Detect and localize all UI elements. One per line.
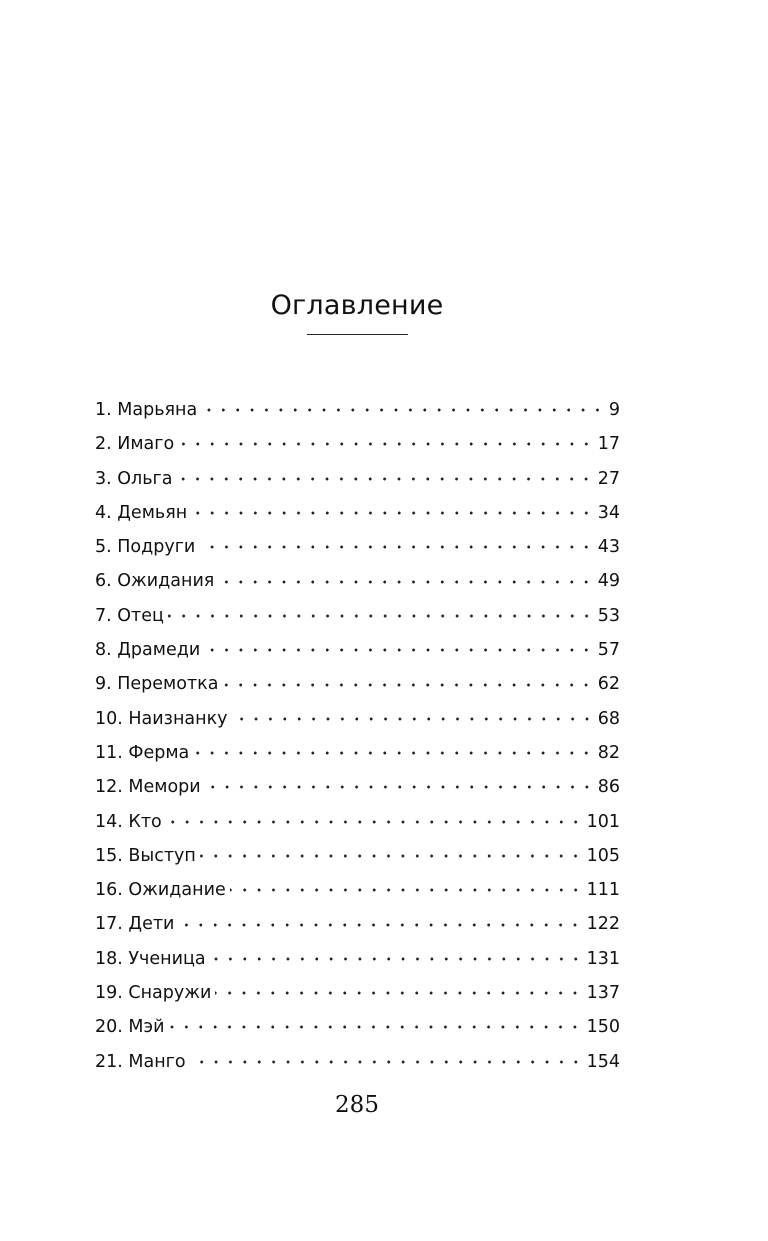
toc-entry-page: 131: [586, 948, 620, 969]
title-underline: [307, 334, 408, 335]
toc-entry-title: 5. Подруги: [95, 537, 196, 558]
dot-leader: [218, 573, 593, 591]
toc-entry-title: 21. Манго: [95, 1051, 186, 1072]
toc-entry: [95, 633, 620, 667]
toc-entry-page: 122: [586, 914, 620, 935]
toc-entry: [95, 1010, 620, 1044]
toc-entry-title: 4. Демьян: [95, 502, 188, 523]
dot-leader: [222, 676, 593, 694]
toc-entry: [95, 667, 620, 701]
toc-entry-title: 10. Наизнанку: [95, 708, 228, 729]
dot-leader: [191, 504, 594, 522]
toc-entry: [95, 907, 620, 941]
toc-entry: [95, 805, 620, 839]
page-number: 285: [335, 1092, 379, 1118]
toc-entry-page: 154: [586, 1051, 620, 1072]
dot-leader: [190, 1053, 583, 1071]
toc-entry: [95, 839, 620, 873]
dot-leader: [210, 950, 583, 968]
toc-entry-page: 150: [586, 1017, 620, 1038]
toc-entry: [95, 942, 620, 976]
dot-leader: [230, 881, 583, 899]
toc-entry-title: 9. Перемотка: [95, 674, 219, 695]
toc-entry-title: 1. Марьяна: [95, 400, 198, 420]
toc-entry: [95, 976, 620, 1010]
dot-leader: [168, 607, 594, 625]
toc-entry-page: 62: [597, 674, 620, 695]
toc-entry-title: 2. Имаго: [95, 434, 175, 455]
toc-entry-page: 57: [597, 640, 620, 661]
toc-entry: [95, 564, 620, 598]
toc-entry-title: 16. Ожидание: [95, 880, 226, 901]
toc-entry: [95, 599, 620, 633]
dot-leader: [178, 916, 582, 934]
dot-leader: [215, 984, 582, 1002]
page-title: Оглавление: [270, 290, 444, 321]
toc-entry-title: 17. Дети: [95, 914, 175, 935]
toc-entry-title: 3. Ольга: [95, 468, 173, 489]
dot-leader: [193, 744, 593, 762]
toc-entry: [95, 462, 620, 496]
dot-leader: [199, 538, 593, 556]
dot-leader: [178, 435, 594, 453]
dot-leader: [168, 1018, 582, 1036]
dot-leader: [205, 778, 594, 796]
toc-entry-title: 19. Снаружи: [95, 983, 212, 1004]
toc-entry-title: 8. Драмеди: [95, 640, 201, 661]
toc-entry-page: 43: [597, 537, 620, 558]
toc-entry-title: 14. Кто: [95, 811, 162, 832]
toc-entry: [95, 736, 620, 770]
toc-entry-page: 34: [597, 502, 620, 523]
dot-leader: [176, 470, 593, 488]
toc-entry-page: 105: [586, 845, 620, 866]
toc-entry-page: 82: [597, 742, 620, 763]
toc-entry-title: 7. Отец: [95, 605, 164, 626]
toc-entry-page: 101: [586, 811, 620, 832]
toc-entry-page: 27: [597, 468, 620, 489]
toc-entry: [95, 1045, 620, 1079]
toc-entry-page: 53: [597, 605, 620, 626]
toc-entry-page: 17: [597, 434, 620, 455]
toc-entry-page: 111: [586, 880, 620, 901]
toc-entry: [95, 393, 620, 427]
toc-entry-title: 12. Мемори: [95, 777, 201, 798]
dot-leader: [201, 401, 605, 419]
dot-leader: [204, 641, 594, 659]
toc-entry-title: 11. Ферма: [95, 742, 190, 763]
toc-entry: [95, 530, 620, 564]
toc-entry-page: 49: [597, 571, 620, 592]
toc-entry-page: 9: [608, 400, 620, 420]
toc-entry-title: 15. Выступ: [95, 845, 196, 866]
toc-entry-page: 68: [597, 708, 620, 729]
toc-entry: [95, 770, 620, 804]
toc-entry: [95, 496, 620, 530]
toc-entry: [95, 873, 620, 907]
toc-entry-page: 137: [586, 983, 620, 1004]
dot-leader: [232, 710, 594, 728]
toc-entry-title: 20. Мэй: [95, 1017, 165, 1038]
dot-leader: [166, 813, 583, 831]
table-of-contents: [95, 393, 620, 1079]
toc-entry-title: 6. Ожидания: [95, 571, 215, 592]
dot-leader: [200, 847, 583, 865]
toc-entry: [95, 702, 620, 736]
toc-entry: [95, 427, 620, 461]
toc-entry-page: 86: [597, 777, 620, 798]
toc-entry-title: 18. Ученица: [95, 948, 206, 969]
